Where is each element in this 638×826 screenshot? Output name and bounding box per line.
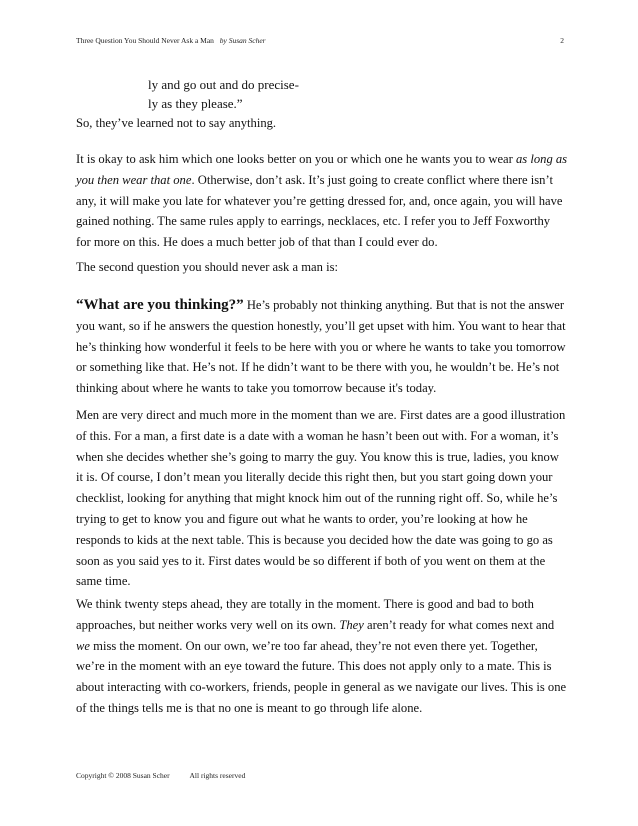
text-run: aren’t ready for what comes next and (363, 617, 555, 632)
text-line: you want, so if he answers the question honestly, you’ll get upset with him. You want to hear that (76, 318, 566, 333)
text-line: thinking about where he wants to take you tomorrow because it's today. (76, 381, 437, 396)
text-run: approaches, but neither works very well on its own. (76, 617, 340, 632)
text-line: he’s thinking how wonderful it feels to be here with you or where he wants to take you tomorrow (76, 339, 566, 354)
header-title: Three Question You Should Never Ask a Man (76, 36, 214, 45)
text-line: any, it will make you late for whatever you’re getting dressed for, and, once again, you will have (76, 193, 563, 208)
text-line: of this. For a man, a first date is a date with a woman he hasn’t been out with. For a woman, it’s (76, 428, 559, 443)
text-line: So, they’ve learned not to say anything. (76, 116, 277, 130)
rights-text: All rights reserved (189, 771, 246, 780)
paragraph-4 (76, 405, 566, 592)
paragraph-0 (76, 113, 566, 134)
paragraph-2 (76, 257, 566, 278)
text-line: trying to get to know you and figure out what he wants to order, you’re looking at how he (76, 511, 528, 526)
page-header (76, 36, 564, 46)
text-run: He’s probably not thinking anything. But that is not the answer (243, 298, 565, 312)
text-line (76, 636, 566, 657)
page-footer (76, 771, 245, 780)
emphasis-text: we (76, 638, 90, 653)
text-line (76, 615, 566, 636)
text-run: . Otherwise, don’t ask. It’s just going to create conflict where there isn’t (191, 172, 553, 187)
text-run: miss the moment. On our own, we’re too far ahead, they’re not even there yet. Together, (90, 638, 538, 653)
page-number: 2 (560, 36, 564, 45)
block-quote (148, 75, 299, 113)
paragraph-1 (76, 149, 566, 253)
text-run: It is okay to ask him which one looks better on you or which one he wants you to wear (76, 152, 516, 166)
text-line: gained nothing. The same rules apply to earrings, necklaces, etc. I refer you to Jeff Foxworthy (76, 214, 551, 229)
text-line: checklist, looking for anything that might knock him out of the running right off. So, while he’s (76, 491, 558, 506)
text-line: We think twenty steps ahead, they are totally in the moment. There is good and bad to both (76, 597, 534, 611)
text-line: when she decides whether she’s going to marry the guy. You know this is true, ladies, you know (76, 449, 559, 464)
paragraph-5 (76, 594, 566, 719)
question-heading: “What are you thinking?” (76, 297, 244, 313)
text-line: it is. Of course, I don’t mean you literally decide this right then, but you start going down your (76, 470, 553, 485)
text-line: soon as you said yes to it. First dates would be so different if both of you went on them at the (76, 553, 546, 568)
text-line: responds to kids at the next table. This is because you decided how the date was going to go as (76, 532, 553, 547)
header-byline: by Susan Scher (219, 36, 266, 45)
text-line: we’re in the moment with an eye toward the future. This does not apply only to a mate. This is (76, 659, 552, 674)
text-line: or something like that. He’s not. If he didn’t want to be there with you, he wouldn’t be. He’s not (76, 360, 560, 375)
emphasis-text: They (339, 617, 364, 632)
text-line: same time. (76, 574, 131, 589)
text-line: The second question you should never ask a man is: (76, 260, 338, 274)
copyright-text: Copyright © 2008 Susan Scher (76, 771, 170, 780)
paragraph-3 (76, 295, 566, 399)
quote-line: ly as they please.” (148, 96, 243, 111)
text-line: about interacting with co-workers, friends, people in general as we navigate our lives. This is one (76, 680, 567, 695)
text-line (76, 170, 566, 191)
text-line (76, 149, 566, 170)
text-line (76, 295, 566, 316)
text-line: of the things tells me is that no one is meant to go through life alone. (76, 700, 423, 715)
emphasis-text: as long as (516, 152, 568, 166)
quote-line: ly and go out and do precise- (148, 77, 299, 92)
text-line: for more on this. He does a much better job of that than I could ever do. (76, 235, 438, 250)
text-line: Men are very direct and much more in the moment than we are. First dates are a good illustration (76, 408, 566, 422)
emphasis-text: you then wear that one (76, 172, 192, 187)
